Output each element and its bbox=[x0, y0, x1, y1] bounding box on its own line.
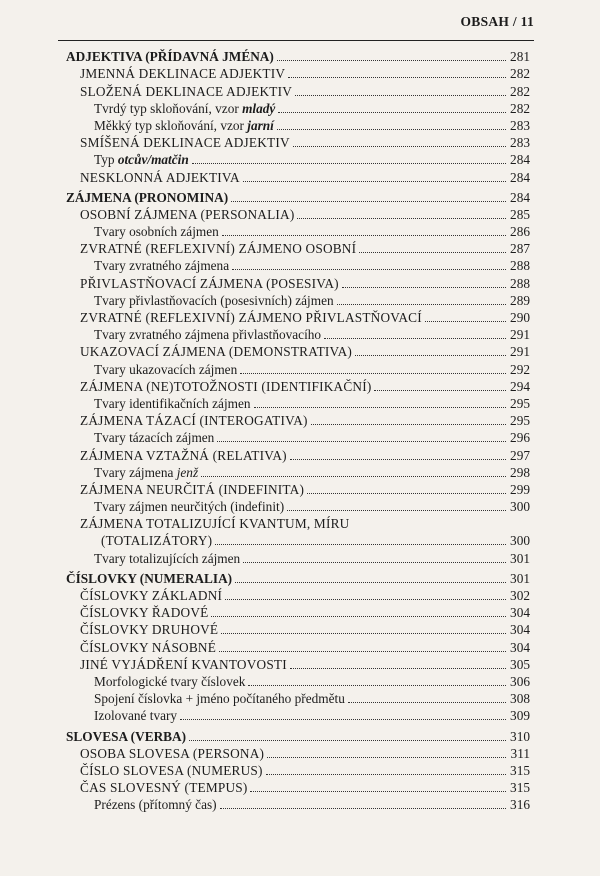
toc-page-number: 316 bbox=[510, 797, 530, 813]
dot-leader bbox=[222, 235, 506, 236]
toc-entry-text: Tvary zájmena bbox=[94, 464, 177, 480]
toc-page-number: 296 bbox=[510, 430, 530, 446]
toc-entry-emphasis: jarní bbox=[247, 117, 274, 133]
dot-leader bbox=[348, 702, 506, 703]
toc-entry-text: PŘIVLASTŇOVACÍ ZÁJMENA (POSESIVA) bbox=[80, 275, 339, 291]
toc-entry-title bbox=[80, 745, 264, 762]
toc-page-number: 289 bbox=[510, 292, 530, 308]
toc-entry-title bbox=[80, 481, 304, 498]
toc-entry-text: ČAS SLOVESNÝ (TEMPUS) bbox=[80, 780, 248, 796]
toc-entry-title bbox=[80, 134, 290, 151]
dot-leader bbox=[243, 562, 506, 563]
toc-page-number: 285 bbox=[510, 206, 530, 222]
toc-entry-emphasis: mladý bbox=[242, 100, 276, 116]
toc-entry-title bbox=[94, 326, 321, 343]
toc-entry-title bbox=[94, 117, 274, 134]
toc-entry-text: ČÍSLOVKY DRUHOVÉ bbox=[80, 622, 219, 638]
toc-section bbox=[66, 65, 530, 82]
toc-page-number: 311 bbox=[510, 745, 530, 761]
toc-entry-title bbox=[94, 395, 251, 412]
toc-page-number: 297 bbox=[510, 447, 530, 463]
toc-chapter bbox=[66, 48, 530, 65]
toc-entry-text: ZÁJMENA TÁZACÍ (INTEROGATIVA) bbox=[80, 413, 308, 429]
toc-subsection bbox=[66, 498, 530, 515]
toc-entry-title bbox=[80, 762, 263, 779]
toc-entry-title bbox=[80, 343, 352, 360]
toc-page-number: 284 bbox=[510, 152, 530, 168]
toc-entry-text: OSOBA SLOVESA (PERSONA) bbox=[80, 745, 265, 761]
toc-subsection bbox=[66, 326, 530, 343]
toc-entry-text: Spojení číslovka + jméno počítaného předmětu bbox=[94, 691, 345, 707]
toc-entry-text: ČÍSLOVKY ZÁKLADNÍ bbox=[80, 588, 223, 603]
dot-leader bbox=[290, 668, 506, 669]
dot-leader bbox=[219, 651, 506, 652]
toc-entry-text: Tvary ukazovacích zájmen bbox=[94, 361, 238, 377]
toc-entry-text: (TOTALIZÁTORY) bbox=[101, 533, 213, 549]
toc-page-number: 292 bbox=[510, 361, 530, 377]
toc-section bbox=[66, 779, 530, 796]
toc-entry-title bbox=[80, 378, 371, 395]
toc-entry-title bbox=[66, 189, 228, 206]
toc-entry-text: ČÍSLOVKY NÁSOBNÉ bbox=[80, 639, 217, 655]
toc-section bbox=[66, 638, 530, 655]
dot-leader bbox=[254, 407, 506, 408]
toc-subsection bbox=[66, 257, 530, 274]
toc-page-number: 295 bbox=[510, 395, 530, 411]
toc-entry-title bbox=[94, 223, 219, 240]
toc-page-number: 310 bbox=[510, 728, 530, 744]
toc-entry-text: Tvary totalizujících zájmen bbox=[94, 550, 241, 566]
toc-section bbox=[66, 745, 530, 762]
dot-leader bbox=[290, 459, 506, 460]
running-head: OBSAH / 11 bbox=[460, 14, 534, 29]
toc-entry-title bbox=[80, 412, 308, 429]
toc-entry-title bbox=[80, 515, 349, 532]
toc-page-number: 300 bbox=[510, 533, 530, 549]
toc-chapter bbox=[66, 189, 530, 206]
toc-subsection bbox=[66, 673, 530, 690]
toc-entry-title bbox=[80, 240, 356, 257]
dot-leader bbox=[425, 321, 506, 322]
toc-entry-text: OSOBNÍ ZÁJMENA (PERSONALIA) bbox=[80, 206, 295, 222]
toc-section bbox=[66, 621, 530, 638]
toc-entry-text: Typ bbox=[94, 152, 118, 168]
dot-leader bbox=[180, 719, 506, 720]
toc-page-number: 304 bbox=[510, 622, 530, 638]
toc-entry-title bbox=[80, 447, 287, 464]
toc-entry-title bbox=[66, 570, 232, 587]
toc-section bbox=[66, 343, 530, 360]
toc-entry-title bbox=[80, 604, 208, 621]
toc-page-number: 286 bbox=[510, 224, 530, 240]
toc-entry-text: ČÍSLOVKY ŘADOVÉ bbox=[80, 605, 209, 621]
dot-leader bbox=[211, 616, 506, 617]
dot-leader bbox=[337, 304, 506, 305]
toc-section bbox=[66, 134, 530, 151]
toc-entry-title bbox=[94, 429, 214, 446]
toc-entry-text: Prézens (přítomný čas) bbox=[94, 797, 217, 813]
dot-leader bbox=[192, 163, 506, 164]
toc-section bbox=[66, 412, 530, 429]
toc-entry-text: JMENNÁ DEKLINACE ADJEKTIV bbox=[80, 66, 286, 82]
toc-page-number: 291 bbox=[510, 327, 530, 343]
toc-entry-title bbox=[94, 151, 189, 168]
toc-section bbox=[66, 532, 530, 549]
toc-entry-emphasis: otcův/matčin bbox=[117, 152, 189, 168]
toc-entry-title bbox=[94, 257, 229, 274]
toc-subsection bbox=[66, 796, 530, 813]
dot-leader bbox=[266, 774, 506, 775]
dot-leader bbox=[288, 77, 506, 78]
toc-page-number: 294 bbox=[510, 378, 530, 394]
dot-leader bbox=[189, 740, 506, 741]
toc-entry-title bbox=[80, 639, 216, 656]
dot-leader bbox=[297, 218, 506, 219]
toc-page-number: 315 bbox=[510, 762, 530, 778]
toc-page-number: 283 bbox=[510, 135, 530, 151]
toc-page-number: 304 bbox=[510, 639, 530, 655]
toc-entry-title bbox=[94, 796, 217, 813]
toc-page-number: 298 bbox=[510, 464, 530, 480]
toc-entry-title bbox=[80, 587, 222, 604]
header-rule bbox=[58, 40, 534, 41]
toc-section bbox=[66, 762, 530, 779]
toc-page-number: 284 bbox=[510, 169, 530, 185]
toc-entry-title bbox=[66, 48, 274, 65]
dot-leader bbox=[225, 599, 506, 600]
toc-entry-title bbox=[80, 275, 339, 292]
toc-entry-text: Tvary přivlastňovacích (posesivních) zájmen bbox=[94, 292, 334, 308]
dot-leader bbox=[248, 685, 506, 686]
toc-entry-text: ZVRATNÉ (REFLEXIVNÍ) ZÁJMENO OSOBNÍ bbox=[80, 241, 357, 257]
toc-page-number: 302 bbox=[510, 588, 530, 603]
toc-page-number: 295 bbox=[510, 413, 530, 429]
toc-entry-title bbox=[94, 673, 245, 690]
dot-leader bbox=[243, 181, 506, 182]
toc-chapter bbox=[66, 570, 530, 587]
dot-leader bbox=[355, 355, 506, 356]
dot-leader bbox=[311, 424, 506, 425]
toc-entry-title bbox=[80, 65, 285, 82]
toc-page-number: 291 bbox=[510, 344, 530, 360]
toc-entry-text: Měkký typ skloňování, vzor bbox=[94, 117, 248, 133]
dot-leader bbox=[342, 287, 506, 288]
dot-leader bbox=[295, 95, 506, 96]
toc-entry-text: SLOŽENÁ DEKLINACE ADJEKTIV bbox=[80, 83, 293, 99]
dot-leader bbox=[324, 338, 506, 339]
toc-page-number: 300 bbox=[510, 499, 530, 515]
toc-entry-text: ZÁJMENA VZTAŽNÁ (RELATIVA) bbox=[80, 447, 287, 463]
dot-leader bbox=[359, 252, 506, 253]
toc-subsection bbox=[66, 117, 530, 134]
toc-entry-text: SLOVESA (VERBA) bbox=[66, 728, 187, 744]
toc-subsection bbox=[66, 292, 530, 309]
toc-page-number: 288 bbox=[510, 275, 530, 291]
toc-entry-title bbox=[80, 621, 218, 638]
toc-chapter bbox=[66, 727, 530, 744]
toc-section bbox=[66, 82, 530, 99]
toc-subsection bbox=[66, 707, 530, 724]
toc-page-number: 281 bbox=[510, 49, 530, 65]
toc-subsection bbox=[66, 100, 530, 117]
toc-subsection bbox=[66, 690, 530, 707]
dot-leader bbox=[240, 373, 506, 374]
toc-subsection bbox=[66, 395, 530, 412]
toc-entry-title bbox=[80, 206, 294, 223]
toc-section bbox=[66, 240, 530, 257]
toc-page-number: 304 bbox=[510, 605, 530, 621]
toc-page-number: 282 bbox=[510, 66, 530, 82]
toc-entry-text: Tvary identifikačních zájmen bbox=[94, 395, 251, 411]
dot-leader bbox=[250, 791, 506, 792]
toc-section bbox=[66, 604, 530, 621]
toc-entry-text: Tvary zájmen neurčitých (indefinit) bbox=[94, 499, 285, 515]
toc-page-number: 283 bbox=[510, 117, 530, 133]
dot-leader bbox=[215, 544, 506, 545]
toc-entry-title bbox=[94, 361, 237, 378]
dot-leader bbox=[201, 476, 506, 477]
toc-entry-text: Tvrdý typ skloňování, vzor bbox=[94, 100, 243, 116]
dot-leader bbox=[277, 129, 506, 130]
toc-entry-title bbox=[80, 83, 292, 100]
toc-page-number: 309 bbox=[510, 708, 530, 724]
toc-entry-title bbox=[94, 292, 334, 309]
toc-page-number: 308 bbox=[510, 691, 530, 707]
toc-subsection bbox=[66, 360, 530, 377]
toc-entry-title bbox=[66, 728, 186, 745]
toc-entry-title bbox=[94, 464, 198, 481]
toc-entry-text: ADJEKTIVA (PŘÍDAVNÁ JMÉNA) bbox=[66, 49, 274, 65]
dot-leader bbox=[374, 390, 506, 391]
dot-leader bbox=[231, 201, 506, 202]
dot-leader bbox=[278, 112, 506, 113]
toc-entry-text: ZÁJMENA (PRONOMINA) bbox=[66, 189, 229, 205]
table-of-contents bbox=[66, 48, 530, 813]
toc-subsection bbox=[66, 151, 530, 168]
toc-entry-text: ČÍSLOVKY (NUMERALIA) bbox=[66, 570, 233, 586]
toc-entry-title bbox=[80, 309, 422, 326]
toc-page-number: 287 bbox=[510, 241, 530, 257]
toc-page-number: 288 bbox=[510, 258, 530, 274]
toc-section bbox=[66, 274, 530, 291]
toc-entry-text: ZVRATNÉ (REFLEXIVNÍ) ZÁJMENO PŘIVLASTŇOVACÍ bbox=[80, 310, 422, 325]
toc-entry-text: Tvary osobních zájmen bbox=[94, 224, 219, 240]
toc-entry-text: SMÍŠENÁ DEKLINACE ADJEKTIV bbox=[80, 135, 290, 151]
toc-entry-text: Morfologické tvary číslovek bbox=[94, 673, 246, 689]
toc-page-number: 299 bbox=[510, 481, 530, 497]
toc-subsection bbox=[66, 429, 530, 446]
dot-leader bbox=[217, 441, 506, 442]
toc-page-number: 315 bbox=[510, 780, 530, 796]
toc-entry-text: Izolované tvary bbox=[94, 708, 178, 724]
toc-page-number: 301 bbox=[510, 550, 530, 566]
dot-leader bbox=[277, 60, 506, 61]
toc-entry-title bbox=[101, 532, 212, 549]
dot-leader bbox=[267, 757, 506, 758]
dot-leader bbox=[235, 582, 506, 583]
toc-entry-text: ZÁJMENA TOTALIZUJÍCÍ KVANTUM, MÍRU bbox=[80, 516, 350, 532]
toc-page-number: 282 bbox=[510, 100, 530, 116]
toc-section bbox=[66, 656, 530, 673]
toc-entry-text: Tvary tázacích zájmen bbox=[94, 430, 215, 446]
toc-entry-text: NESKLONNÁ ADJEKTIVA bbox=[80, 169, 240, 185]
toc-section bbox=[66, 587, 530, 604]
toc-entry-title bbox=[80, 779, 247, 796]
toc-entry-text: ZÁJMENA (NE)TOTOŽNOSTI (IDENTIFIKAČNÍ) bbox=[80, 378, 372, 394]
toc-subsection bbox=[66, 464, 530, 481]
toc-subsection bbox=[66, 223, 530, 240]
toc-page-number: 282 bbox=[510, 83, 530, 99]
toc-entry-title bbox=[94, 100, 275, 117]
toc-entry-title bbox=[80, 169, 240, 186]
toc-entry-title bbox=[94, 690, 345, 707]
toc-section bbox=[66, 515, 530, 532]
toc-section bbox=[66, 481, 530, 498]
toc-entry-title bbox=[94, 707, 177, 724]
toc-entry-text: UKAZOVACÍ ZÁJMENA (DEMONSTRATIVA) bbox=[80, 344, 353, 360]
toc-page-number: 301 bbox=[510, 570, 530, 586]
toc-entry-text: Tvary zvratného zájmena přivlastňovacího bbox=[94, 327, 322, 343]
toc-section bbox=[66, 206, 530, 223]
dot-leader bbox=[293, 146, 506, 147]
toc-page-number: 306 bbox=[510, 673, 530, 689]
toc-entry-title bbox=[80, 656, 287, 673]
dot-leader bbox=[232, 269, 506, 270]
toc-section bbox=[66, 309, 530, 326]
toc-section bbox=[66, 378, 530, 395]
toc-section bbox=[66, 168, 530, 185]
toc-page-number: 284 bbox=[510, 189, 530, 205]
toc-page-number: 305 bbox=[510, 656, 530, 672]
toc-section bbox=[66, 446, 530, 463]
toc-entry-text: ČÍSLO SLOVESA (NUMERUS) bbox=[80, 762, 263, 778]
dot-leader bbox=[287, 510, 506, 511]
toc-subsection bbox=[66, 549, 530, 566]
toc-entry-title bbox=[94, 550, 240, 567]
dot-leader bbox=[307, 493, 506, 494]
toc-entry-text: Tvary zvratného zájmena bbox=[94, 258, 230, 274]
toc-page-number: 290 bbox=[510, 310, 530, 325]
toc-entry-title bbox=[94, 498, 284, 515]
dot-leader bbox=[220, 808, 506, 809]
toc-entry-text: ZÁJMENA NEURČITÁ (INDEFINITA) bbox=[80, 481, 305, 497]
toc-entry-emphasis: jenž bbox=[176, 464, 199, 480]
toc-entry-text: JINÉ VYJÁDŘENÍ KVANTOVOSTI bbox=[80, 656, 287, 672]
dot-leader bbox=[221, 633, 506, 634]
